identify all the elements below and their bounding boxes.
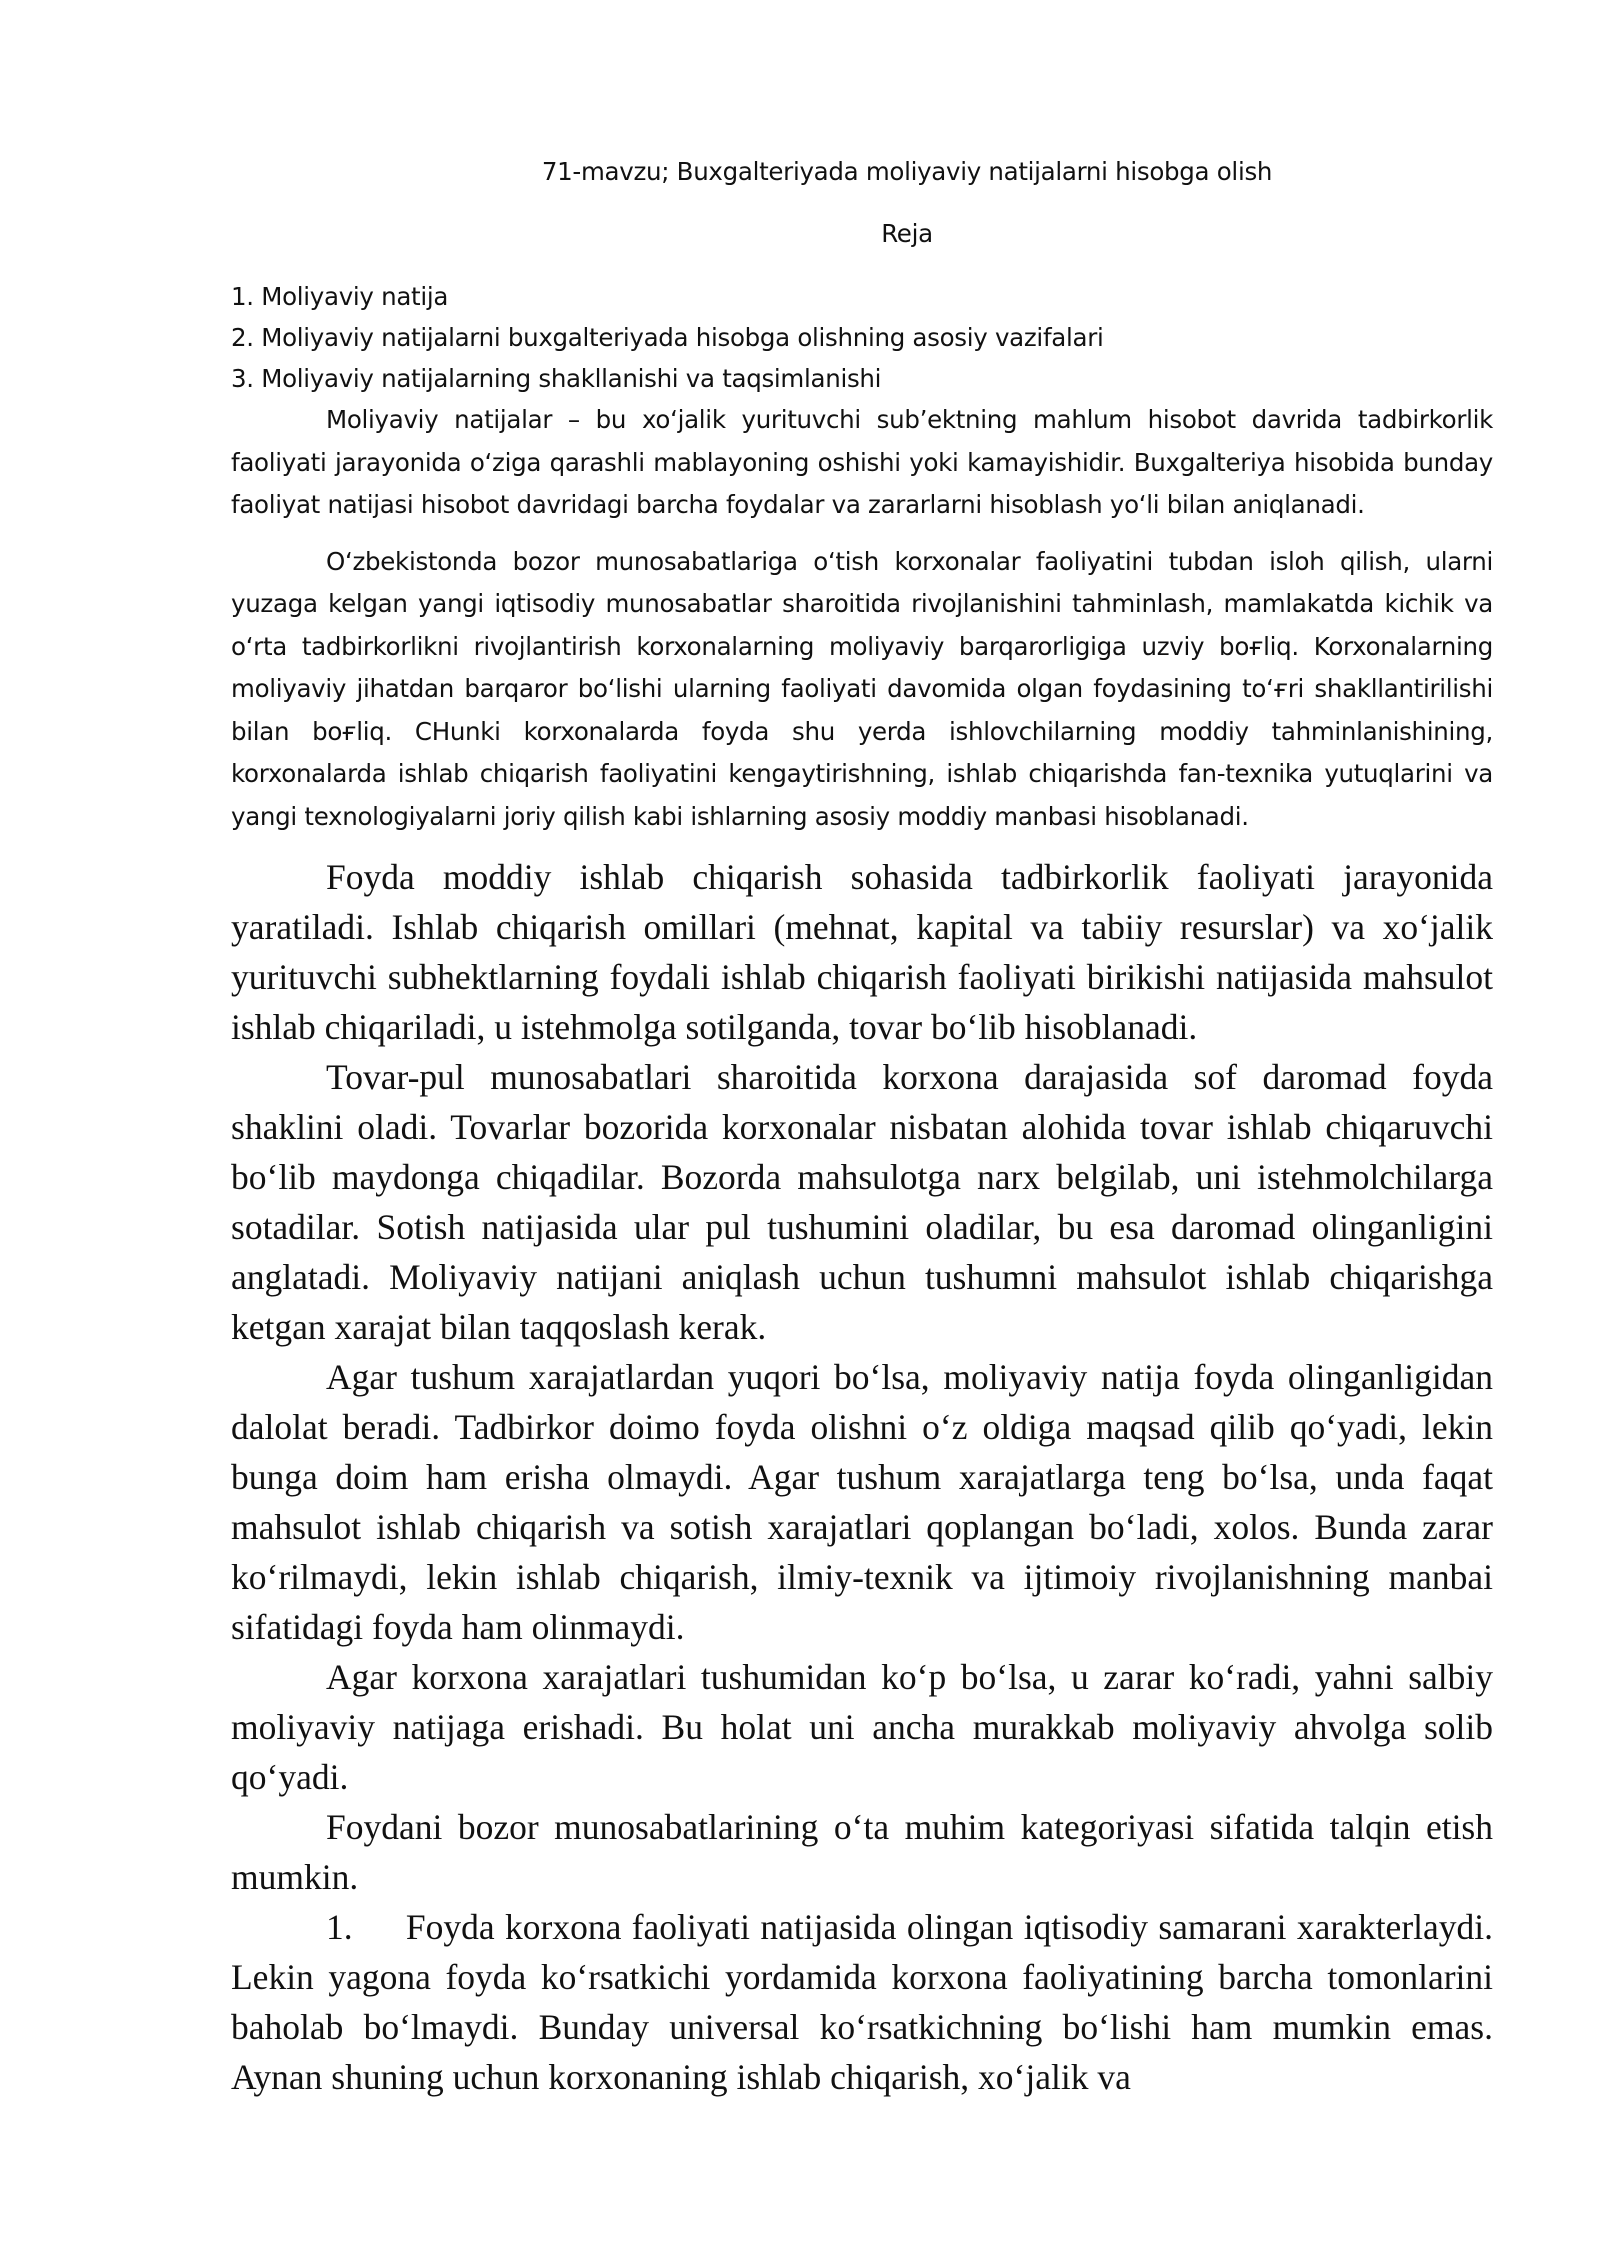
plan-item: 2. Moliyaviy natijalarni buxgalteriyada hisobga olishning asosiy vazifalari (231, 323, 1104, 352)
paragraph-commodity-money: Tovar-pul munosabatlari sharoitida korxona darajasida sof daromad foyda shaklini oladi. Tovarlar bozorida korxonalar nisbatan alohida tovar ishlab chiqaruvchi bo‘lib maydonga chiqadilar. Bozorda mahsulotga narx belgilab, uni istehmolchilarga sotadilar. Sotish natijasida ular pul tushumini oladilar, bu esa daromad olinganligini anglatadi. Moliyaviy natijani aniqlash uchun tushumni mahsulot ishlab chiqarishga ketgan xarajat bilan taqqoslash kerak. (231, 1057, 1493, 1347)
paragraph-market-transition: O‘zbekistonda bozor munosabatlariga o‘tish korxonalar faoliyatini tubdan isloh qilish, ularni yuzaga kelgan yangi iqtisodiy munosabatlar sharoitida rivojlanishini tahminlash, mamlakatda kichik va o‘rta tadbirkorlikni rivojlantirish korxonalarning moliyaviy barqarorligiga uzviy boғliq. Korxonalarning moliyaviy jihatdan barqaror bo‘lishi ularning faoliyati davomida olgan foydasining to‘ғri shakllantirilishi bilan boғliq. CHunki korxonalarda foyda shu yerda ishlovchilarning moddiy tahminlanishining, korxonalarda ishlab chiqarish faoliyatini kengaytirishning, ishlab chiqarishda fan-texnika yutuqlarini va yangi texnologiyalarni joriy qilish kabi ishlarning asosiy moddiy manbasi hisoblanadi. (231, 546, 1493, 831)
plan-item: 3. Moliyaviy natijalarning shakllanishi va taqsimlanishi (231, 364, 882, 393)
plan-item: 1. Moliyaviy natija (231, 282, 449, 311)
plan-list (231, 276, 1493, 399)
paragraph-profit-creation: Foyda moddiy ishlab chiqarish sohasida tadbirkorlik faoliyati jarayonida yaratiladi. Ishlab chiqarish omillari (mehnat, kapital va tabiiy resurslar) va xo‘jalik yurituvchi subhektlarning foydali ishlab chiqarish faoliyati birikishi natijasida mahsulot ishlab chiqariladi, u istehmolga sotilganda, tovar bo‘lib hisoblanadi. (231, 857, 1493, 1047)
paragraph-profit-category: Foydani bozor munosabatlarining o‘ta muhim kategoriyasi sifatida talqin etish mumkin. (231, 1807, 1493, 1897)
document-subtitle: Reja (881, 219, 933, 248)
paragraph-definition: Moliyaviy natijalar – bu xo‘jalik yurituvchi sub’ektning mahlum hisobot davrida tadbirkorlik faoliyati jarayonida o‘ziga qarashli mablayoning oshishi yoki kamayishidir. Buxgalteriya hisobida bunday faoliyat natijasi hisobot davridagi barcha foydalar va zararlarni hisoblash yo‘li bilan aniqlanadi. (231, 405, 1493, 519)
paragraph-revenue-exceeds: Agar tushum xarajatlardan yuqori bo‘lsa, moliyaviy natija foyda olinganligidan dalolat beradi. Tadbirkor doimo foyda olishni o‘z oldiga maqsad qilib qo‘yadi, lekin bunga doim ham erisha olmaydi. Agar tushum xarajatlarga teng bo‘lsa, unda faqat mahsulot ishlab chiqarish va sotish xarajatlari qoplangan bo‘ladi, xolos. Bunda zarar ko‘rilmaydi, lekin ishlab chiqarish, ilmiy-texnik va ijtimoiy rivojlanishning manbai sifatidagi foyda ham olinmaydi. (231, 1357, 1493, 1647)
paragraph-loss: Agar korxona xarajatlari tushumidan ko‘p bo‘lsa, u zarar ko‘radi, yahni salbiy moliyaviy natijaga erishadi. Bu holat uni ancha murakkab moliyaviy ahvolga solib qo‘yadi. (231, 1657, 1493, 1797)
main-text-block (231, 852, 1493, 2102)
document-title: 71-mavzu; Buxgalteriyada moliyaviy natijalarni hisobga olish (541, 157, 1273, 186)
document-body (231, 150, 1493, 2102)
paragraph-numbered-1: 1. Foyda korxona faoliyati natijasida olingan iqtisodiy samarani xarakterlaydi. Lekin yagona foyda ko‘rsatkichi yordamida korxona faoliyatining barcha tomonlarini baholab bo‘lmaydi. Bunday universal ko‘rsatkichning bo‘lishi ham mumkin emas. Aynan shuning uchun korxonaning ishlab chiqarish, xo‘jalik va (231, 1907, 1493, 2097)
